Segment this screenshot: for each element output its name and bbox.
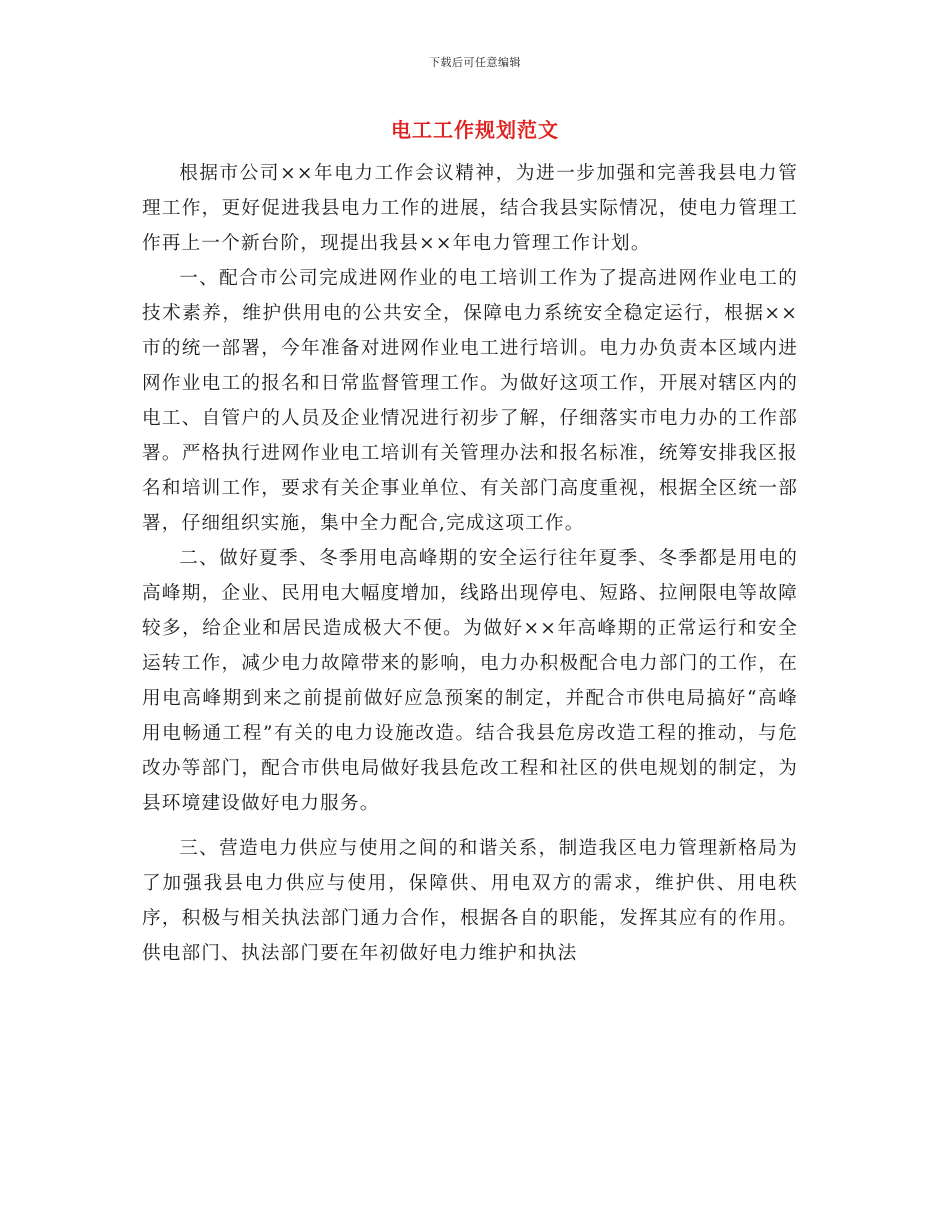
paragraph-section-1: 一、配合市公司完成进网作业的电工培训工作为了提高进网作业电工的技术素养，维护供用电的公共安全，保障电力系统安全稳定运行，根据××市的统一部署，今年准备对进网作业电工进行培训。电力办负责本区域内进网作业电工的报名和日常监督管理工作。为做好这项工作，开展对辖区内的电工、自管户的人员及企业情况进行初步了解，仔细落实市电力办的工作部署。严格执行进网作业电工培训有关管理办法和报名标准，统筹安排我区报名和培训工作，要求有关企事业单位、有关部门高度重视，根据全区统一部署，仔细组织实施，集中全力配合,完成这项工作。 — [142, 268, 798, 534]
document-title: 电工工作规划范文 — [391, 118, 559, 142]
paragraph-intro: 根据市公司××年电力工作会议精神，为进一步加强和完善我县电力管理工作，更好促进我县电力工作的进展，结合我县实际情况，使电力管理工作再上一个新台阶，现提出我县××年电力管理工作计划。 — [142, 163, 798, 254]
header-note: 下载后可任意编辑 — [429, 56, 521, 69]
paragraph-section-3: 三、营造电力供应与使用之间的和谐关系，制造我区电力管理新格局为了加强我县电力供应与使用，保障供、用电双方的需求，维护供、用电秩序，积极与相关执法部门通力合作，根据各自的职能，发挥其应有的作用。供电部门、执法部门要在年初做好电力维护和执法 — [142, 838, 798, 964]
document-body — [142, 156, 798, 971]
paragraph-section-2: 二、做好夏季、冬季用电高峰期的安全运行往年夏季、冬季都是用电的高峰期，企业、民用电大幅度增加，线路出现停电、短路、拉闸限电等故障较多，给企业和居民造成极大不便。为做好××年高峰期的正常运行和安全运转工作，减少电力故障带来的影响，电力办积极配合电力部门的工作，在用电高峰期到来之前提前做好应急预案的制定，并配合市供电局搞好“高峰用电畅通工程”有关的电力设施改造。结合我县危房改造工程的推动，与危改办等部门，配合市供电局做好我县危改工程和社区的供电规划的制定，为县环境建设做好电力服务。 — [142, 548, 798, 814]
